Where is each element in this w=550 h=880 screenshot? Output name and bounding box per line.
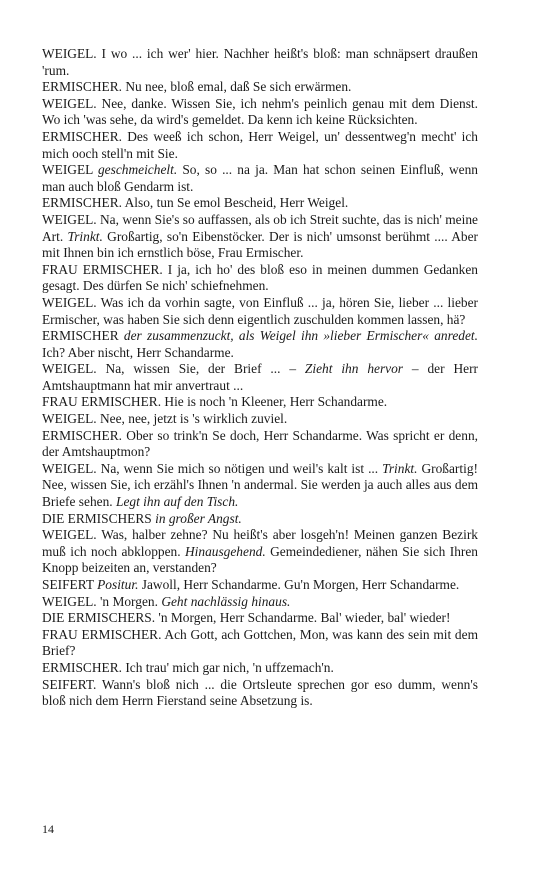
dialogue-text: WEIGEL. Nee, nee, jetzt is 's wirklich zuviel. [42,411,288,427]
dialogue-paragraph [42,46,478,79]
dialogue-paragraph [42,162,478,195]
stage-direction: Zieht ihn hervor [304,361,404,377]
dialogue-paragraph [42,361,478,394]
dialogue-paragraph [42,129,478,162]
dialogue-text: FRAU ERMISCHER. Ach Gott, ach Gottchen, Mon, was kann des sein mit dem Brief? [42,626,478,659]
stage-direction: Geht nachlässig hinaus. [161,593,291,609]
dialogue-text: WEIGEL. Was ich da vorhin sagte, von Einfluß ... ja, hören Sie, lieber ... lieber Ermischer, was haben Sie sich denn eigentlich zuschulden kommen lassen, hä? [42,294,478,327]
dialogue-text: SEIFERT [42,577,98,592]
dialogue-text: DIE ERMISCHERS. 'n Morgen, Herr Schandarme. Bal' wieder, bal' wieder! [42,610,451,626]
stage-direction: Positur. [97,577,139,592]
dialogue-text: SEIFERT. Wann's bloß nich ... die Ortsleute sprechen gor eso dumm, wenn's bloß nich dem Herrn Fierstand seine Absetzung is. [42,676,478,709]
dialogue-text: Großartig, so'n Eibenstöcker. Der is nich' umsonst berühmt .... Aber mit Ihnen bin ich ernstlich böse, Frau Ermischer. [42,228,479,261]
dialogue-text: WEIGEL. Was, halber zehne? Nu heißt's aber losgeh'n! Meinen ganzen Bezirk muß ich noch abkloppen. [42,527,478,559]
stage-direction: Hinausgehend. [184,543,266,559]
dialogue-text: WEIGEL. Na, wissen Sie, der Brief ... – [42,361,305,377]
dialogue-text: ERMISCHER. Des weeß ich schon, Herr Weigel, un' dessentweg'n mecht' ich mich ooch stell'n mit Sie. [42,128,478,161]
dialogue-text: WEIGEL. Na, wenn Sie mich so nötigen und weil's kalt ist ... [42,460,383,476]
dialogue-paragraph [42,328,478,361]
dialogue-text: – der Herr Amtshauptmann hat mir anvertraut ... [42,361,478,393]
dialogue-text: Großartig! Nee, wissen Sie, ich erzähl's Ihnen 'n andermal. Sie werden ja auch alles aus dem Briefe sehen. [42,460,478,510]
dialogue-paragraph [42,295,478,328]
text-block [42,46,478,710]
stage-direction: Trinkt. [67,228,103,244]
dialogue-text: DIE ERMISCHERS [42,510,156,526]
dialogue-paragraph [42,594,478,611]
dialogue-paragraph [42,660,478,677]
dialogue-paragraph [42,627,478,660]
dialogue-text: WEIGEL. 'n Morgen. [42,593,162,609]
dialogue-paragraph [42,394,478,411]
stage-direction: geschmeichelt. [97,162,178,178]
dialogue-text: Jawoll, Herr Schandarme. Gu'n Morgen, Herr Schandarme. [138,577,460,592]
dialogue-paragraph [42,411,478,428]
dialogue-text: FRAU ERMISCHER. Hie is noch 'n Kleener, Herr Schandarme. [42,394,388,410]
dialogue-paragraph [42,677,478,710]
dialogue-paragraph [42,262,478,295]
dialogue-text: ERMISCHER [42,328,124,344]
dialogue-text: ERMISCHER. Nu nee, bloß emal, daß Se sich erwärmen. [42,79,352,95]
dialogue-text: Ich? Aber nischt, Herr Schandarme. [42,344,234,360]
dialogue-paragraph [42,610,478,627]
dialogue-text: ERMISCHER. Also, tun Se emol Bescheid, Herr Weigel. [42,195,349,211]
dialogue-paragraph [42,79,478,96]
dialogue-text: WEIGEL. I wo ... ich wer' hier. Nachher heißt's bloß: man schnäpsert draußen 'rum. [42,46,478,78]
dialogue-paragraph [42,511,478,528]
stage-direction: in großer Angst. [155,510,242,526]
dialogue-paragraph [42,577,478,594]
dialogue-text: WEIGEL [42,162,98,178]
stage-direction: Trinkt. [382,460,418,476]
dialogue-paragraph [42,428,478,461]
dialogue-text: Gemeindediener, nähen Sie sich Ihren Knopp beizeiten an, verstanden? [42,543,478,576]
dialogue-text: So, so ... na ja. Man hat schon seinen Einfluß, wenn man auch bloß Gendarm ist. [42,162,478,194]
dialogue-text: FRAU ERMISCHER. I ja, ich ho' des bloß eso in meinen dummen Gedanken gesagt. Des dürfen Se nich' schiefnehmen. [42,261,478,294]
dialogue-text: WEIGEL. Nee, danke. Wissen Sie, ich nehm's peinlich genau mit dem Dienst. Wo ich 'was sehe, da wird's gemeldet. Da kenn ich keine Rücksichten. [42,95,478,128]
stage-direction: Legt ihn auf den Tisch. [116,494,239,510]
dialogue-paragraph [42,461,478,511]
dialogue-text: WEIGEL. Na, wenn Sie's so auffassen, als ob ich Streit suchte, das is nich' meine Art. [42,211,478,244]
dialogue-paragraph [42,212,478,262]
dialogue-text: ERMISCHER. Ober so trink'n Se doch, Herr Schandarme. Was spricht er denn, der Amtshauptmon? [42,427,478,460]
dialogue-paragraph [42,96,478,129]
dialogue-text: ERMISCHER. Ich trau' mich gar nich, 'n uffzemach'n. [42,659,334,675]
dialogue-paragraph [42,527,478,577]
page-number: 14 [42,822,54,836]
dialogue-paragraph [42,195,478,212]
stage-direction: der zusammenzuckt, als Weigel ihn »lieber Ermischer« anredet. [123,328,478,344]
